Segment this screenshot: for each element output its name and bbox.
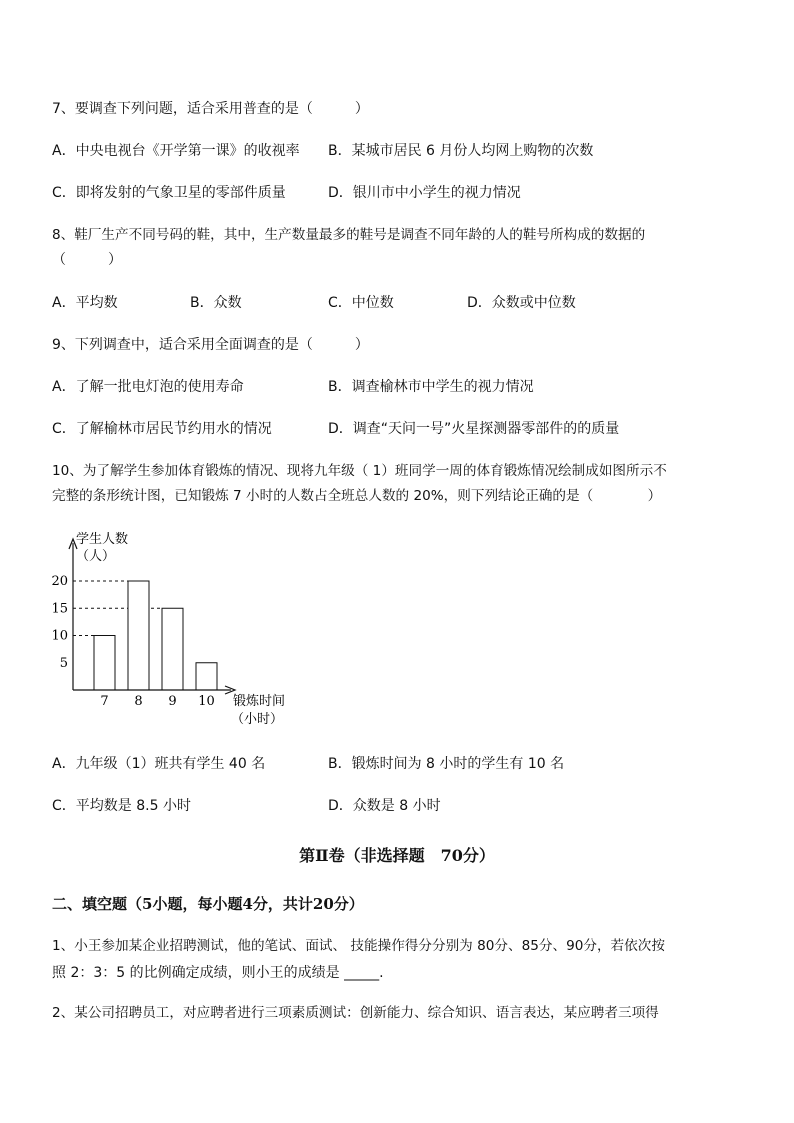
chart-bars <box>94 581 217 690</box>
q8-option-b: B．众数 <box>190 295 242 311</box>
part-title: 二、填空题（5小题，每小题4分，共计20分） <box>52 895 364 913</box>
q7-option-b: B．某城市居民 6 月份人均网上购物的次数 <box>328 143 594 159</box>
fill1-stem: 1、小王参加某企业招聘测试，他的笔试、面试、 技能操作得分分别为 80分、85分、90分，若依次按 <box>52 938 665 954</box>
y-tick-20: 20 <box>51 574 68 589</box>
y-axis-unit: （人） <box>76 549 116 564</box>
x-tick-8: 8 <box>134 694 143 709</box>
bar-chart <box>48 525 308 735</box>
bar-7 <box>94 636 115 691</box>
x-tick-10: 10 <box>198 694 215 709</box>
y-tick-15: 15 <box>51 601 68 617</box>
q7-option-a: A．中央电视台《开学第一课》的收视率 <box>52 143 300 159</box>
q10-option-c: C．平均数是 8.5 小时 <box>52 798 191 814</box>
y-axis-label: 学生人数 <box>76 532 129 547</box>
q8-stem: 8、鞋厂生产不同号码的鞋，其中，生产数量最多的鞋号是调查不同年龄的人的鞋号所构成的数据的 <box>52 227 646 243</box>
fill1-stem-cont: 照 2：3：5 的比例确定成绩，则小王的成绩是 _____. <box>52 965 384 981</box>
q10-stem-cont: 完整的条形统计图，已知锻炼 7 小时的人数占全班总人数的 20%，则下列结论正确的是（ ） <box>52 488 662 504</box>
x-tick-labels <box>100 694 214 709</box>
y-tick-10: 10 <box>51 628 68 644</box>
q7-option-c: C．即将发射的气象卫星的零部件质量 <box>52 185 286 201</box>
bar-8 <box>128 581 149 690</box>
q9-option-b: B．调查榆林市中学生的视力情况 <box>328 379 534 395</box>
q9-stem: 9、下列调查中，适合采用全面调查的是（ ） <box>52 337 369 353</box>
q8-option-c: C．中位数 <box>328 295 394 311</box>
y-tick-5: 5 <box>59 655 68 671</box>
q9-option-d: D．调查“天问一号”火星探测器零部件的的质量 <box>328 421 620 437</box>
section-title: 第Ⅱ卷（非选择题 70分） <box>299 846 495 865</box>
q7-option-d: D．银川市中小学生的视力情况 <box>328 185 521 201</box>
q8-option-a: A．平均数 <box>52 295 118 311</box>
q8-option-d: D．众数或中位数 <box>467 295 576 311</box>
x-axis-label: 锻炼时间 <box>233 694 286 709</box>
q10-option-b: B．锻炼时间为 8 小时的学生有 10 名 <box>328 756 565 772</box>
x-axis-unit: （小时） <box>231 712 284 727</box>
x-tick-7: 7 <box>100 694 109 709</box>
q10-option-a: A．九年级（1）班共有学生 40 名 <box>52 756 266 772</box>
q7-stem: 7、要调查下列问题，适合采用普查的是（ ） <box>52 101 369 117</box>
q8-stem-blank: （ ） <box>52 252 122 268</box>
q9-option-a: A．了解一批电灯泡的使用寿命 <box>52 379 244 395</box>
y-tick-labels <box>51 574 68 671</box>
q10-option-d: D．众数是 8 小时 <box>328 798 441 814</box>
q9-option-c: C．了解榆林市居民节约用水的情况 <box>52 421 272 437</box>
bar-10 <box>196 663 217 690</box>
x-tick-9: 9 <box>168 694 177 709</box>
q10-stem: 10、为了解学生参加体育锻炼的情况、现将九年级（ 1）班同学一周的体育锻炼情况绘制成如图所示不 <box>52 463 667 479</box>
bar-9 <box>162 608 183 690</box>
fill2-stem: 2、某公司招聘员工，对应聘者进行三项素质测试：创新能力、综合知识、语言表达，某应聘者三项得 <box>52 1005 659 1021</box>
